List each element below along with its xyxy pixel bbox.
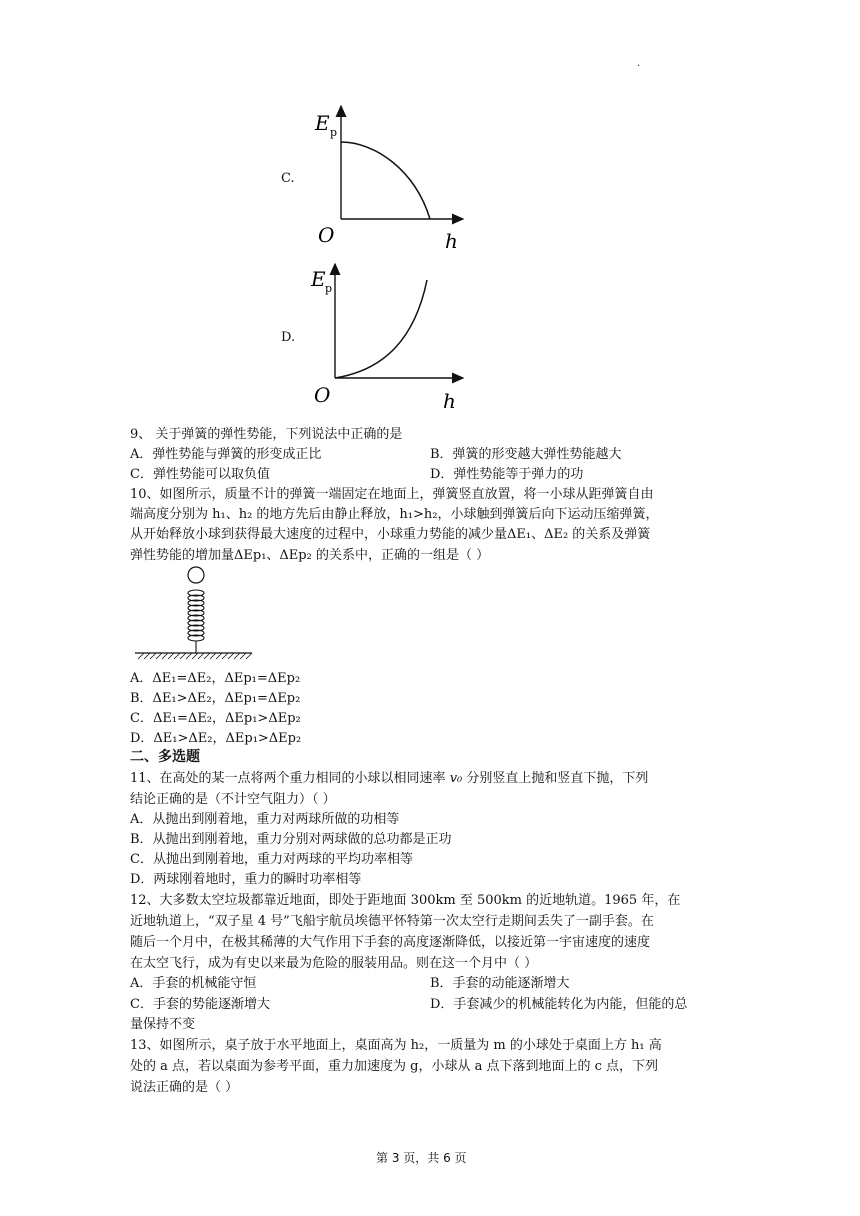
q9-option-c: C．弹性势能可以取负值	[130, 467, 270, 482]
graph-c-curve	[341, 142, 430, 219]
page-dot: .	[637, 58, 641, 69]
q13-line-3: 说法正确的是（ ）	[130, 1080, 239, 1095]
q9-option-d: D．弹性势能等于弹力的功	[430, 467, 584, 482]
page-footer: 第 3 页，共 6 页	[376, 1151, 467, 1165]
ball	[188, 567, 204, 583]
ground-hatch	[138, 653, 252, 659]
q13-line-1: 13、如图所示，桌子放于水平地面上，桌面高为 h₂，一质量为 m 的小球处于桌面上方 h₁ 高	[130, 1038, 662, 1053]
graph-d-x-label: h	[443, 389, 456, 413]
q9-stem: 9、 关于弹簧的弹性势能，下列说法中正确的是	[130, 427, 403, 442]
q11-line-2: 结论正确的是（不计空气阻力）（ ）	[130, 792, 336, 807]
spring-figure	[130, 565, 260, 665]
q9-option-a: A．弹性势能与弹簧的形变成正比	[130, 447, 322, 462]
q12-option-a: A．手套的机械能守恒	[130, 976, 257, 991]
q11-line-1a: 11、在高处的某一点将两个重力相同的小球以相同速率	[130, 771, 450, 786]
q11-option-d: D．两球刚着地时，重力的瞬时功率相等	[130, 872, 362, 887]
q10-line-3: 从开始释放小球到获得最大速度的过程中，小球重力势能的减少量ΔE₁、ΔE₂ 的关系及弹簧	[130, 527, 651, 542]
q12-line-1: 12、大多数太空垃圾都靠近地面，即处于距地面 300km 至 500km 的近地轨道。1965 年，在	[130, 893, 681, 908]
graph-d-origin: O	[314, 383, 331, 407]
graph-d-curve	[335, 280, 427, 378]
q11-option-b: B．从抛出到刚着地，重力分别对两球做的总功都是正功	[130, 832, 452, 847]
graph-c-y-label: E	[315, 111, 330, 135]
graph-d-y-sub: p	[325, 282, 333, 295]
q12-option-b: B．手套的动能逐渐增大	[430, 976, 570, 991]
section-2-title: 二、多选题	[130, 749, 200, 765]
q10-option-c: C．ΔE₁=ΔE₂，ΔEp₁>ΔEp₂	[130, 711, 301, 726]
q11-v0: v₀	[449, 771, 463, 786]
q10-option-b: B．ΔE₁>ΔE₂，ΔEp₁=ΔEp₂	[130, 691, 301, 706]
q12-line-2: 近地轨道上，“双子星 4 号”飞船宇航员埃德平怀特第一次太空行走期间丢失了一副手套。在	[130, 914, 654, 929]
graph-d-y-label: E	[311, 267, 326, 291]
q11-option-c: C．从抛出到刚着地，重力对两球的平均功率相等	[130, 852, 413, 867]
q12-option-c: C．手套的势能逐渐增大	[130, 997, 270, 1012]
q10-line-4: 弹性势能的增加量ΔEp₁、ΔEp₂ 的关系中，正确的一组是（ ）	[130, 548, 490, 563]
q10-option-d: D．ΔE₁>ΔE₂，ΔEp₁>ΔEp₂	[130, 731, 302, 746]
q12-option-d-cont: 量保持不变	[130, 1017, 196, 1032]
graph-c-x-label: h	[445, 229, 458, 250]
q12-line-3: 随后一个月中，在极其稀薄的大气作用下手套的高度逐渐降低，以接近第一宇宙速度的速度	[130, 935, 651, 950]
q12-option-d: D．手套减少的机械能转化为内能，但能的总	[430, 997, 688, 1012]
spring-coils	[188, 590, 204, 653]
q13-line-2: 处的 a 点，若以桌面为参考平面，重力加速度为 g，小球从 a 点下落到地面上的 c 点，下列	[130, 1059, 659, 1074]
graph-c-label: C.	[281, 171, 295, 186]
graph-d-label: D.	[281, 330, 296, 345]
q12-line-4: 在太空飞行，成为有史以来最为危险的服装用品。则在这一个月中（ ）	[130, 956, 538, 971]
q9-option-b: B．弹簧的形变越大弹性势能越大	[430, 447, 622, 462]
graph-d	[305, 258, 505, 413]
graph-c-origin: O	[318, 223, 335, 247]
graph-c	[305, 100, 505, 250]
q10-line-1: 10、如图所示，质量不计的弹簧一端固定在地面上，弹簧竖直放置，将一小球从距弹簧自由	[130, 487, 654, 502]
q10-option-a: A．ΔE₁=ΔE₂，ΔEp₁=ΔEp₂	[130, 671, 301, 686]
q11-option-a: A．从抛出到刚着地，重力对两球所做的功相等	[130, 812, 400, 827]
q11-line-1b: 分别竖直上抛和竖直下抛，下列	[462, 771, 649, 786]
q11-line-1	[130, 767, 648, 786]
q10-line-2: 端高度分别为 h₁、h₂ 的地方先后由静止释放，h₁>h₂，小球触到弹簧后向下运动压缩弹簧，	[130, 507, 659, 522]
graph-c-y-sub: p	[330, 126, 338, 139]
